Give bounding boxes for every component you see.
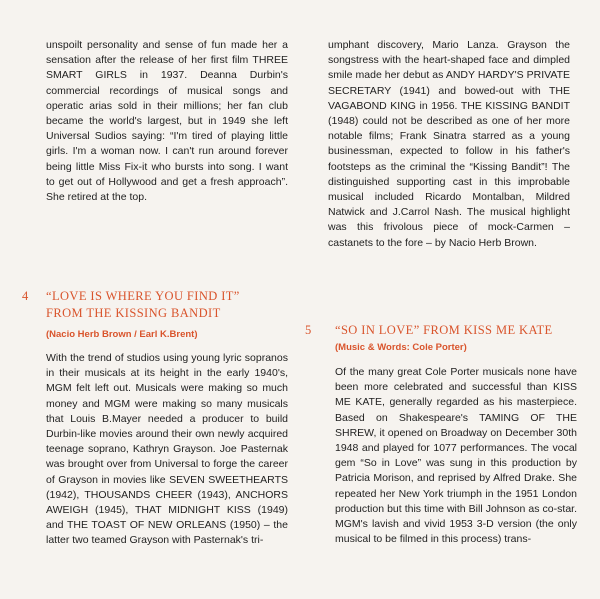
track-5-credit: (Music & Words: Cole Porter) — [335, 342, 467, 353]
track-5-number: 5 — [305, 323, 312, 337]
track-5-title: “SO IN LOVE” FROM KISS ME KATE — [335, 323, 553, 337]
track-4-number: 4 — [22, 289, 29, 303]
track-4-credit: (Nacio Herb Brown / Earl K.Brent) — [46, 329, 198, 340]
track-4-title-line-1: “LOVE IS WHERE YOU FIND IT” — [46, 289, 240, 303]
right-top-paragraph: umphant discovery, Mario Lanza. Grayson the songstress with the heart-shaped face and dimpled smile made her debut as ANDY HARDY'S PRIVATE SECRETARY (1941) and bowed-out with THE VAGABOND KING in 1956. THE KISSING BANDIT (1948) could not be described as one of her more notable films; Frank Sinatra starred as a young businessman, expected to follow in his father's footsteps as the criminal the “Kissing Bandit”! The distinguished supporting cast in this improbable musical included Ricardo Montalban, Mildred Natwick and J.Carrol Nash. The musical highlight was this frivolous piece of mock-Carmen – castanets to the fore – by Nacio Herb Brown. — [328, 39, 570, 249]
track-4-paragraph: With the trend of studios using young lyric sopranos in their musicals at its height in the early 1940's, MGM felt left out. Musicals were making so much money and MGM were making so many musicals that Louis B.Mayer needed a producer to build Durbin-like movies around their own newly acquired teenage soprano, Kathryn Grayson. Joe Pasternak was brought over from Universal to forge the career of Grayson in movies like SEVEN SWEETHEARTS (1942), THOUSANDS CHEER (1943), ANCHORS AWEIGH (1945), THAT MIDNIGHT KISS (1949) and THE TOAST OF NEW ORLEANS (1950) – the latter two teamed Grayson with Pasternak's tri- — [46, 352, 288, 547]
left-top-paragraph: unspoilt personality and sense of fun made her a sensation after the release of her first film THREE SMART GIRLS in 1937. Deanna Durbin's commercial recordings of musical songs and operatic arias sold in their millions; her fan club became the world's largest, but in 1949 she left Universal Sudios saying: “I'm tired of playing little girls. I'm a woman now. I can't run around forever being little Miss Fix-it who bursts into song. I want to get out of Hollywood and get a fresh approach”. She retired at the top. — [46, 39, 288, 204]
track-5-paragraph: Of the many great Cole Porter musicals none have been more celebrated and successful than KISS ME KATE, generally regarded as his masterpiece. Based on Shakespeare's TAMING OF THE SHREW, it opened on Broadway on December 30th 1948 and played for 1077 performances. The vocal gem “So in Love” was sung in this production by Patricia Morison, and reprised by Alfred Drake. She repeated her New York triumph in the 1951 London production but this time with Bill Johnson as co-star. MGM's lavish and vivid 1953 3-D version (the only musical to be filmed in this process) trans- — [335, 366, 577, 546]
track-4-title-line-2: FROM THE KISSING BANDIT — [46, 306, 221, 320]
